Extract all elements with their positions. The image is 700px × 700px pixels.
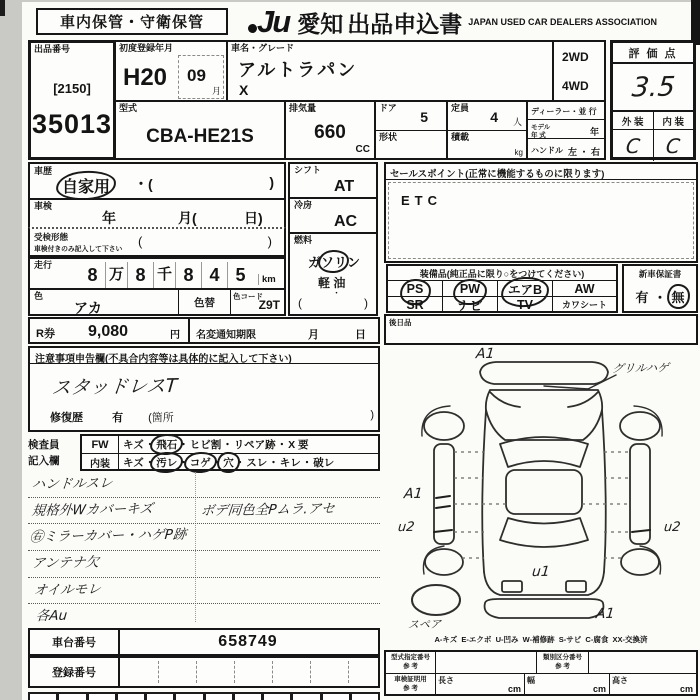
diagram-annotation-rear-u1: u1 <box>531 563 551 581</box>
notice-box <box>28 346 380 432</box>
car-history-label: 車歴 <box>34 166 53 176</box>
model-code-box <box>114 100 286 160</box>
first-registration-month-cell <box>178 55 224 99</box>
inspector-word: リペア跡 <box>233 439 276 451</box>
spec-width-label: 幅 <box>527 676 535 685</box>
repair-history-label: 修復歴 <box>50 412 83 424</box>
fuel-paren-close: ) <box>364 296 368 310</box>
shift-box <box>288 162 378 199</box>
shape-cell <box>376 131 446 159</box>
diagram-annotation-right-u2: u2 <box>663 519 682 536</box>
sales-point-value: ETC <box>401 193 442 208</box>
diagram-annotation-left-u2: u2 <box>397 519 416 536</box>
juken-label: 受検形態 <box>34 232 69 242</box>
registration-cell-separator <box>158 661 159 683</box>
car-diagram-drawing <box>384 345 698 632</box>
door-cell <box>376 102 446 131</box>
header-subtitle: JAPAN USED CAR DEALERS ASSOCIATION <box>468 17 658 27</box>
equipment-title: 装備品(純正品に限り○をつけてください) <box>419 268 585 279</box>
drive-2wd: 2WD <box>562 50 589 64</box>
mileage-unit-sen: 千 <box>153 262 175 288</box>
equipment-tv: TV <box>517 297 533 312</box>
repair-history-line <box>50 409 374 425</box>
rename-deadline-day: 日 <box>355 329 366 341</box>
rename-deadline-label: 名変通知期限 <box>196 330 256 341</box>
bottom-strip-cell <box>263 692 292 700</box>
inspector-word: 汚レ <box>156 457 178 469</box>
registration-cell-separator <box>348 661 349 683</box>
inspector-label <box>28 438 78 470</box>
inspector-interior-head: 内装 <box>82 454 119 471</box>
mileage-unit-man: 万 <box>105 262 127 288</box>
note-line: アンテナ欠 <box>28 551 380 578</box>
later-item-label: 後日品 <box>389 318 412 327</box>
exhibit-number-bracket: [2150] <box>53 81 91 96</box>
mileage-label: 走行 <box>34 260 53 270</box>
storage-label-box <box>36 8 228 35</box>
equipment-grid <box>388 280 616 312</box>
load-unit: kg <box>514 148 523 157</box>
exhibit-number-box <box>28 40 116 160</box>
diagram-legend: A-キズ E-エクボ U-凹み W-補修跡 S-サビ C-腐食 XX-交換済 <box>434 635 648 644</box>
warranty-options <box>624 281 696 311</box>
diagram-annotation-left: A1 <box>403 485 424 503</box>
spec-class-number-value <box>589 652 696 673</box>
first-registration-box <box>114 40 228 102</box>
diagram-annotation-rear: A1 <box>595 605 616 623</box>
shaken-year-unit: 年 <box>102 210 116 226</box>
note-line: オイルモレ <box>28 578 380 604</box>
equipment-aw: AW <box>574 281 595 296</box>
chassis-number-label: 車台番号 <box>30 630 120 654</box>
ju-logo-text: Ju <box>257 4 290 39</box>
warranty-title: 新車保証書 <box>638 268 682 279</box>
shape-label: 形状 <box>379 132 398 142</box>
ac-value: AC <box>334 213 358 230</box>
shift-label: シフト <box>294 165 322 175</box>
inspector-word: キズ <box>123 439 144 451</box>
color-code-label: 色コード <box>233 292 263 301</box>
scan-artifact-left <box>0 0 5 16</box>
spec-height-label: 高さ <box>612 676 628 685</box>
storage-label: 車内保管・守衛保管 <box>59 14 204 31</box>
juken-note: 車検付きのみ記入して下さい <box>34 246 123 253</box>
rating-score: 3.5 <box>613 64 693 112</box>
inspector-label-line1: 検査員 <box>28 439 60 451</box>
model-year-label-1: モデル <box>531 124 551 131</box>
car-name-box <box>226 40 554 102</box>
diagram-annotation-front: A1 <box>475 345 496 363</box>
diagram-annotation-spare: スペア <box>407 617 442 632</box>
mileage-digit: 4 <box>201 262 227 288</box>
rename-deadline-month: 月 <box>308 329 319 341</box>
r-ticket-label: R券 <box>36 328 55 340</box>
door-count: 5 <box>420 109 428 125</box>
spec-width-unit: cm <box>592 684 606 694</box>
chassis-number-value: 658749 <box>218 633 278 650</box>
header-region: 愛知 <box>297 10 344 37</box>
inspector-word: スレ <box>246 457 268 469</box>
equipment-sr: SR <box>406 297 424 312</box>
ac-label: 冷房 <box>294 200 313 210</box>
exterior-grade: C <box>613 130 654 161</box>
model-year-row <box>528 121 604 139</box>
first-registration-label: 初度登録年月 <box>119 43 174 53</box>
spec-length-unit: cm <box>507 684 521 694</box>
first-registration-month: 09 <box>187 66 206 85</box>
car-history-paren-open: ・( <box>134 176 153 192</box>
bottom-strip-cell <box>175 692 204 700</box>
bottom-strip-cell <box>234 692 263 700</box>
displacement-unit: CC <box>355 144 370 155</box>
car-history-value: 自家用 <box>62 174 110 197</box>
header-title: 出品申込書 <box>347 10 463 37</box>
inspector-word: コゲ <box>189 457 211 469</box>
mileage-digits <box>80 261 253 288</box>
capacity-label: 定員 <box>451 103 470 113</box>
warranty-yes: 有 <box>635 289 649 305</box>
car-grade-value: X <box>239 82 249 98</box>
ac-box <box>288 197 378 234</box>
shaken-day-unit: 日) <box>244 210 263 226</box>
notice-title: 注意事項申告欄(不具合内容等は具体的に記入して下さい) <box>30 348 378 364</box>
inspector-fw-head: FW <box>82 436 119 453</box>
exhibit-number-label: 出品番号 <box>34 44 71 54</box>
diagram-annotation-grill: グリルハゲ <box>611 360 670 376</box>
mileage-digit: 8 <box>127 262 153 288</box>
repair-history-open: (箇所 <box>148 412 174 424</box>
fuel-separator-dot: ・ <box>332 288 342 298</box>
shaken-month-unit: 月( <box>178 210 197 226</box>
model-code-value: CBA-HE21S <box>146 126 254 147</box>
interior-label: 内 装 <box>662 116 685 128</box>
first-registration-year: H20 <box>123 64 168 91</box>
color-code-cell <box>230 290 284 314</box>
bottom-strip-cell <box>58 692 87 700</box>
model-year-label-2: 年 式 <box>531 132 546 139</box>
ju-logo-dot-icon <box>248 24 257 33</box>
r-ticket-box <box>28 317 190 344</box>
inspector-word: キレ <box>279 457 301 469</box>
color-change-label: 色替 <box>194 296 215 309</box>
door-shape-box <box>374 100 448 160</box>
capacity-unit: 人 <box>512 117 522 127</box>
repair-history-value: 有 <box>112 412 124 424</box>
load-label: 積載 <box>451 132 470 142</box>
inspector-word: ヒビ割 <box>189 439 222 451</box>
sales-point-box <box>384 162 698 263</box>
bottom-strip-cell <box>117 692 146 700</box>
displacement-box <box>284 100 376 160</box>
displacement-value: 660 <box>314 122 346 143</box>
handle-row <box>528 140 604 158</box>
bottom-strip-cell <box>351 692 380 700</box>
fuel-gasoline: ガソリン <box>308 252 360 271</box>
color-value: アカ <box>74 300 102 316</box>
spec-height-cell <box>610 674 696 695</box>
scan-artifact-right-bar <box>691 0 700 45</box>
equipment-ps: PS <box>406 281 424 296</box>
warranty-no: 無 <box>672 287 685 306</box>
note-line: 規格外Wカバーキズ ボデ同色全Pムラ.アセ <box>28 498 380 524</box>
spec-table <box>384 650 698 696</box>
shift-value: AT <box>334 178 355 195</box>
color-label: 色 <box>34 291 44 301</box>
mileage-digit: 8 <box>87 265 98 285</box>
spec-height-unit: cm <box>679 684 693 694</box>
inspector-label-line2: 記入欄 <box>28 454 60 467</box>
bottom-strip-cell <box>88 692 117 700</box>
color-change-cell <box>178 290 230 314</box>
sales-point-area <box>388 182 694 259</box>
equipment-pw: PW <box>459 281 481 296</box>
handle-label: ハンドル <box>531 146 563 155</box>
equipment-navi: ナビ <box>457 298 483 313</box>
repair-history-close: ) <box>370 409 374 421</box>
bottom-strip-row <box>28 692 380 700</box>
dealer-row: ディーラー・並 行 <box>528 102 604 120</box>
spec-class-number-label: 類別区分番号 参 考 <box>537 652 589 673</box>
r-ticket-unit: 円 <box>170 330 180 341</box>
fuel-diesel: 軽 油 <box>318 276 346 290</box>
spec-length-cell <box>436 674 525 695</box>
capacity-load-box <box>446 100 528 160</box>
bottom-strip-cell <box>205 692 234 700</box>
juken-paren-open: ( <box>138 234 143 249</box>
juken-row <box>28 227 286 257</box>
car-history-paren-close: ) <box>269 174 274 190</box>
fuel-label: 燃料 <box>294 235 313 245</box>
mileage-km-unit: km <box>258 274 276 285</box>
car-damage-diagram <box>384 345 698 632</box>
load-cell <box>448 131 526 159</box>
inspector-fw-words <box>119 436 309 453</box>
warranty-dot: ・ <box>653 289 667 305</box>
exterior-label: 外 装 <box>613 112 654 129</box>
fuel-paren-open: ( <box>298 296 302 310</box>
mileage-digit: 5 <box>227 262 253 288</box>
displacement-label: 排気量 <box>289 103 317 113</box>
registration-number-label: 登録番号 <box>30 658 120 686</box>
registration-cell-separator <box>272 661 273 683</box>
interior-grade: C <box>665 133 682 158</box>
fuel-box <box>288 232 378 316</box>
equipment-airbag: エアB <box>508 280 542 298</box>
chassis-number-box <box>28 628 380 656</box>
spec-length-label: 長さ <box>438 676 454 685</box>
exhibit-number-value: 35013 <box>31 109 113 139</box>
drive-4wd: 4WD <box>562 79 589 93</box>
rating-box <box>610 40 696 160</box>
note-line: ㊨ミラーカバー・ハゲP跡 <box>28 524 380 551</box>
registration-cell-separator <box>196 661 197 683</box>
car-name-label: 車名・グレード <box>231 43 295 53</box>
handle-options: 左 ・ 右 <box>567 147 600 157</box>
dealer-handle-box <box>526 100 606 160</box>
r-ticket-amount: 9,080 <box>88 323 129 340</box>
capacity-value: 4 <box>490 109 498 125</box>
mileage-digit: 8 <box>175 262 201 288</box>
car-history-row <box>28 162 286 200</box>
handwritten-notes <box>28 472 380 628</box>
note-line: ハンドルスレ <box>28 472 380 498</box>
juken-paren-close: ) <box>267 234 272 249</box>
warranty-box <box>622 264 698 313</box>
shaken-row <box>28 198 286 229</box>
model-year-unit: 年 <box>589 127 599 137</box>
equipment-box <box>386 264 618 313</box>
color-row <box>28 288 286 316</box>
later-item-box <box>384 314 698 345</box>
car-name-value: アルトラパン <box>238 60 358 80</box>
bottom-strip-cell <box>322 692 351 700</box>
month-unit: 月 <box>211 86 221 96</box>
inspector-word: X 要 <box>288 439 309 451</box>
inspector-word: キズ <box>123 457 144 469</box>
drive-type-box <box>552 40 606 102</box>
equipment-leather-seat: カワシート <box>561 300 607 310</box>
notice-body: スタッドレスT <box>50 374 178 400</box>
spec-width-cell <box>525 674 610 695</box>
inspector-word: 飛石 <box>156 439 178 451</box>
bottom-strip-cell <box>146 692 175 700</box>
spec-type-designation-value <box>436 652 537 673</box>
inspector-table <box>80 434 380 471</box>
inspector-word: 穴 <box>223 457 234 469</box>
mileage-row <box>28 257 286 290</box>
spec-cert-label: 車検証明用 参 考 <box>386 674 436 695</box>
color-code-value: Z9T <box>258 298 280 312</box>
registration-cell-separator <box>310 661 311 683</box>
ju-logo <box>248 4 657 40</box>
registration-number-box <box>28 656 380 688</box>
registration-cell-separator <box>234 661 235 683</box>
capacity-cell <box>448 102 526 131</box>
door-label: ドア <box>379 103 397 113</box>
model-code-label: 型式 <box>119 103 138 113</box>
rating-label: 評 価 点 <box>613 43 693 64</box>
rename-deadline-box <box>188 317 380 344</box>
spec-type-designation-label: 型式指定番号 参 考 <box>386 652 436 673</box>
note-line: 各Au <box>28 604 380 629</box>
inspector-word: 破レ <box>313 457 335 469</box>
inspector-interior-words <box>119 454 334 471</box>
sales-point-title: セールスポイント(正常に機能するものに限ります) <box>386 164 696 180</box>
bottom-strip-cell <box>292 692 321 700</box>
bottom-strip-cell <box>28 692 58 700</box>
shaken-label: 車検 <box>34 201 53 211</box>
